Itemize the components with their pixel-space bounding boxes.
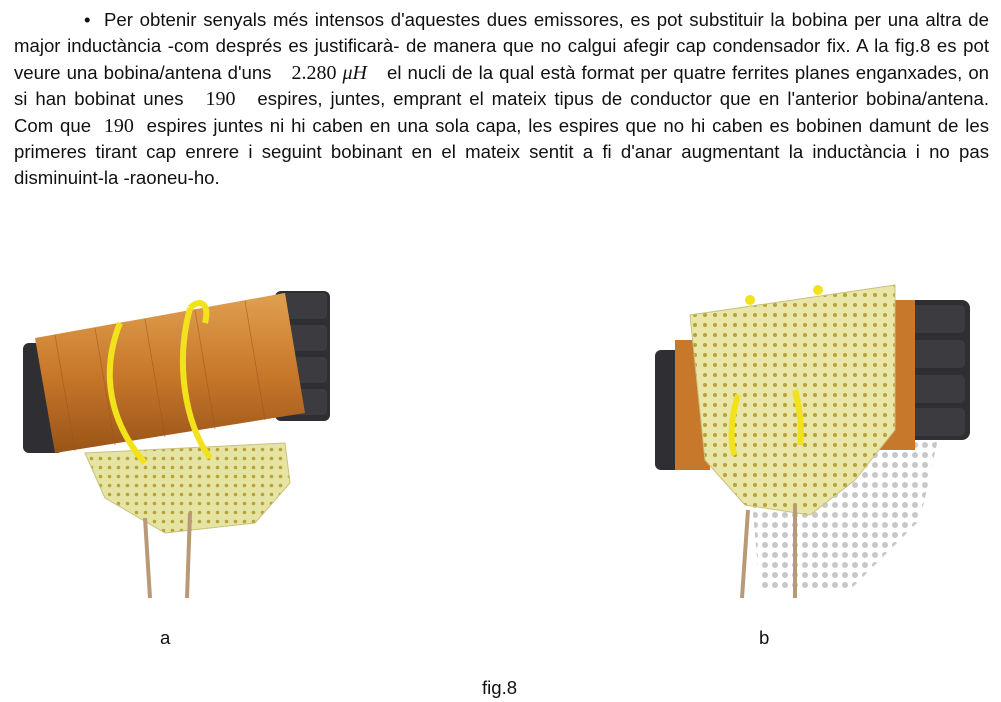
copper-winding-a <box>35 293 305 453</box>
paragraph-text-1: Per obtenir senyals més intensos d'aquestes dues emissores, es pot substituir la bobina per una altra de major inductància -com després es justificarà- de manera que no calgui afegir cap condensador fix. A la fig.8 es pot veure una bobina/antena d'uns <box>14 9 989 83</box>
body-paragraph <box>14 7 989 192</box>
coil-photo-b <box>650 280 980 610</box>
figure-label-b: b <box>759 627 770 648</box>
paragraph-text-4: espires juntes ni hi caben en una sola capa, les espires que no hi caben es bobinen damunt de les primeres tirant cap enrere i seguint bobinant en el mateix sentit a fi d'anar augmentant la inductància i no pas disminuint-la -raoneu-ho. <box>14 114 989 189</box>
inductance-math <box>278 62 381 84</box>
turns-math-1: 190 <box>205 88 236 111</box>
paragraph-text-3: espires, juntes, emprant el mateix tipus de conductor que en l'anterior bobina/antena. Com que <box>14 88 989 136</box>
lead-b1 <box>742 510 748 598</box>
figure-caption: fig.8 <box>482 677 518 698</box>
inductance-unit: μH <box>342 61 367 84</box>
perfboard-a <box>85 443 290 533</box>
lead-a1 <box>145 518 150 598</box>
turns-math-2: 190 <box>103 114 134 137</box>
bullet-icon: • <box>84 9 91 30</box>
paragraph-text-2: el nucli de la qual està format per quatre ferrites planes enganxades, on si han bobinat unes <box>14 61 990 110</box>
coil-photo-a <box>15 283 350 608</box>
inductance-value: 2.280 <box>291 61 337 84</box>
figure-label-a: a <box>160 627 171 648</box>
